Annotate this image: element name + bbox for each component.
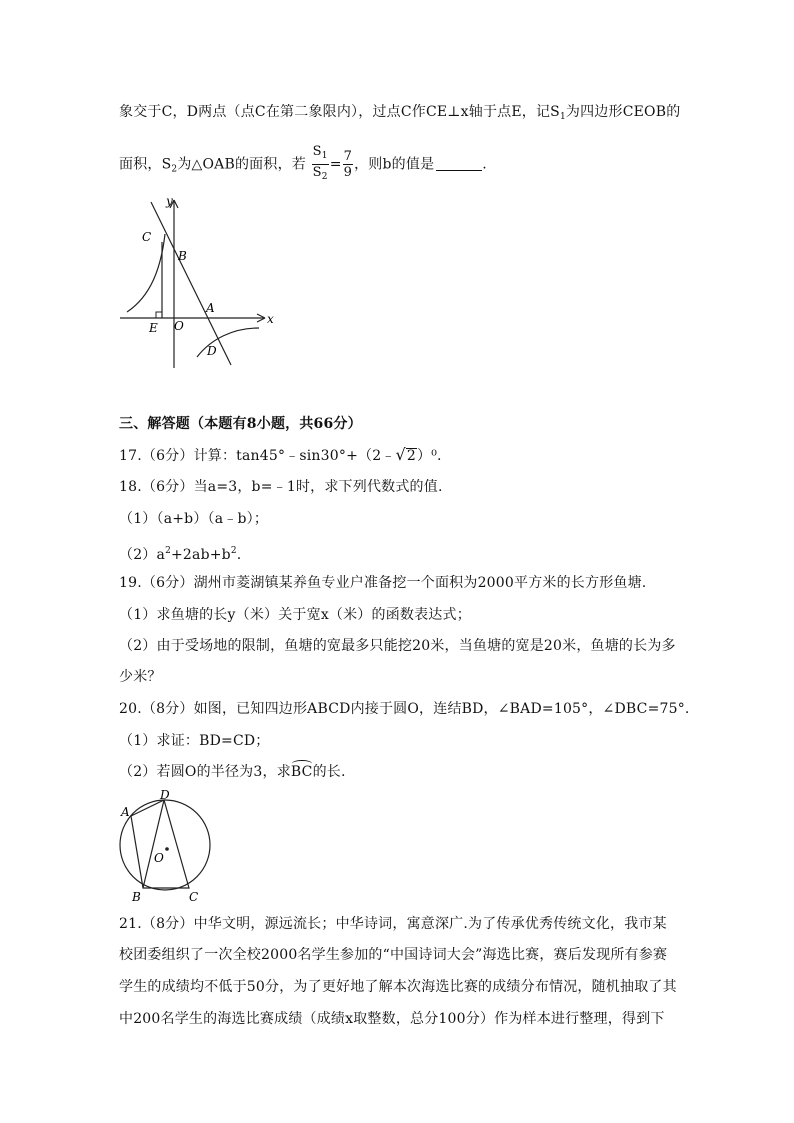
q20-part1: （1）求证：BD=CD； [119,733,270,749]
circle-o [120,800,210,890]
label-d: D [160,788,170,802]
line-ab [151,202,231,365]
label-c: C [189,890,199,904]
circle-figure [112,786,222,904]
arc-bc: BC [290,764,313,780]
q18-part1: （1）（a+b）（a﹣b）； [119,511,269,527]
quadrilateral-abcd [131,800,189,888]
label-a: A [206,301,215,315]
q19-part2-cont: 少米？ [119,669,162,685]
q20-part2: （2）若圆O的半径为3，求BC的长. [119,764,346,780]
fraction-s1-over-s2: $\frac{S_1}{S_2}$ [312,144,328,182]
q21-line1: 21.（8分）中华文明，源远流长；中华诗词，寓意深广.为了传承优秀传统文化，我市某 [119,916,667,932]
label-x: x [267,312,274,326]
q17: 17.（6分）计算：tan45°﹣sin30°+（2﹣√2）⁰. [119,445,442,464]
q19-part2: （2）由于受场地的限制，鱼塘的宽最多只能挖20米，当鱼塘的宽是20米，鱼塘的长为多 [119,638,676,654]
label-y: y [166,194,173,208]
label-b: B [132,890,141,904]
q19-part1: （1）求鱼塘的长y（米）关于宽x（米）的函数表达式； [119,607,471,623]
q20-stem: 20.（8分）如图，已知四边形ABCD内接于圆O，连结BD，∠BAD=105°，∠DBC=75°. [119,701,690,717]
label-o: O [154,851,164,865]
answer-blank [436,156,482,171]
q21-line4: 中200名学生的海选比赛成绩（成绩x取整数，总分100分）作为样本进行整理，得到下 [119,1011,665,1027]
label-c: C [142,230,152,244]
fraction-7-over-9: $\frac{7}{9}$ [343,149,353,180]
section-heading: 三、解答题（本题有8小题，共66分） [119,416,362,432]
label-e: E [149,321,158,335]
q21-line2: 校团委组织了一次全校2000名学生参加的“中国诗词大会”海选比赛，赛后发现所有参赛 [119,947,668,963]
q18-stem: 18.（6分）当a=3，b=﹣1时，求下列代数式的值. [119,479,443,495]
right-angle-mark [156,312,162,318]
label-d: D [207,344,217,358]
q19-stem: 19.（6分）湖州市菱湖镇某养鱼专业户准备挖一个面积为2000平方米的长方形鱼塘. [119,575,647,591]
q21-line3: 学生的成绩均不低于50分，为了更好地了解本次海选比赛的成绩分布情况，随机抽取了其 [119,979,677,995]
label-b: B [178,249,187,263]
q18-part2: $(2)a^2+2ab+b^2$. [119,546,242,563]
hyperbola-branch-c [127,234,165,312]
label-o: O [174,319,184,333]
sqrt-icon: √ [395,445,406,464]
q16-line2: 面积，$S_2$为△OAB的面积，若 $\frac{S_1}{S_2}$ = $\frac{7}{9}$ ，则b的值是 . [119,144,487,185]
center-point [165,847,169,851]
q16-line1: 象交于C，D两点（点C在第二象限内），过点C作CE⊥x轴于点E，记$S_1$为四边形CEOB的 [119,104,681,122]
coordinate-figure [115,192,280,372]
segment-bd [143,800,164,888]
label-a: A [121,805,130,819]
